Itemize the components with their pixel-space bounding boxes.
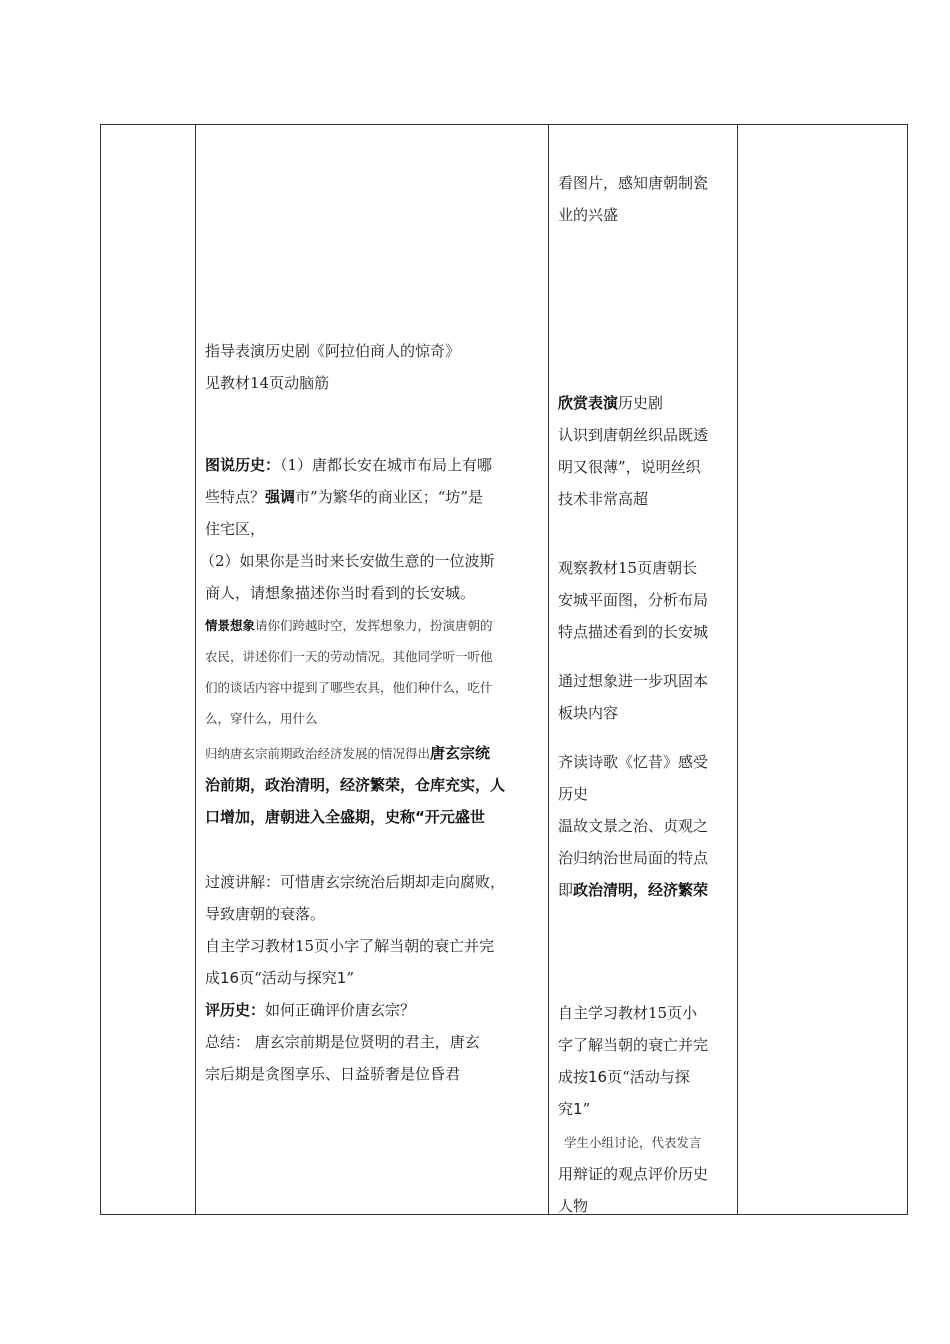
transition-explanation-cont: 导致唐朝的衰落。 (205, 905, 326, 923)
lesson-plan-table (100, 124, 908, 1215)
picture-question-1: 图说历史：（1）唐都长安在城市布局上有哪 (205, 456, 493, 474)
self-study-line: 自主学习教材15页小 (558, 1004, 698, 1022)
transition-explanation: 过渡讲解：可惜唐玄宗统治后期却走向腐败， (205, 873, 506, 891)
drama-label: 欣赏表演 (558, 394, 619, 412)
city-map-observation-end: 特点描述看到的长安城 (558, 623, 709, 641)
picture-history-label: 图说历史： (205, 456, 281, 474)
drama-appreciation: 欣赏表演历史剧 (558, 394, 664, 412)
picture-question-1-cont: 些特点？强调市”为繁华的商业区；“坊”是 (205, 488, 484, 506)
summary-line: 归纳唐玄宗前期政治经济发展的情况得出唐玄宗统 (205, 744, 491, 762)
silk-insight-end: 技术非常高超 (558, 490, 649, 508)
scene-label: 情景想象 (205, 618, 256, 633)
drama-guide: 指导表演历史剧《阿拉伯商人的惊奇》 (205, 342, 461, 360)
imagination-consolidation: 通过想象进一步巩固本 (558, 672, 709, 690)
poem-reading: 齐读诗歌《忆昔》感受 (558, 753, 709, 771)
poem-reading-cont: 历史 (558, 785, 589, 803)
evaluation-question: 评历史：如何正确评价唐玄宗？ (205, 1001, 416, 1019)
picture-question-2-cont: 商人，请想象描述你当时看到的长安城。 (205, 584, 476, 602)
dialectic-evaluation-cont: 人物 (558, 1197, 589, 1215)
summary-line: 治前期，政治清明，经济繁荣，仓库充实，人 (205, 776, 506, 794)
teacher-activity-column (196, 125, 548, 1214)
review-line: 即政治清明，经济繁荣 (558, 881, 709, 899)
self-study-line: 字了解当朝的衰亡并完 (558, 1036, 709, 1054)
self-study-line: 究1” (558, 1100, 591, 1118)
emphasis-label: 强调 (265, 488, 296, 506)
review-line: 温故文景之治、贞观之 (558, 817, 709, 835)
scene-imagination-line: 么，穿什么，用什么 (205, 711, 318, 726)
phase-column (101, 125, 195, 1214)
city-map-observation: 观察教材15页唐朝长 (558, 559, 698, 577)
evaluate-history-label: 评历史： (205, 1001, 266, 1019)
self-study-line: 成按16页“活动与探 (558, 1068, 690, 1086)
design-intent-column (738, 125, 907, 1214)
scene-imagination-line: 农民，讲述你们一天的劳动情况。其他同学听一听他 (205, 649, 493, 664)
picture-question-1-end: 住宅区， (205, 520, 266, 538)
conclusion-cont: 宗后期是贪图享乐、日益骄奢是位昏君 (205, 1065, 461, 1083)
city-map-observation-cont: 安城平面图，分析布局 (558, 591, 709, 609)
self-study-task-cont: 成16页“活动与探究1” (205, 969, 354, 987)
dialectic-evaluation: 用辩证的观点评价历史 (558, 1165, 709, 1183)
conclusion: 总结： 唐玄宗前期是位贤明的君主，唐玄 (205, 1033, 480, 1051)
picture-question-2: （2）如果你是当时来长安做生意的一位波斯 (200, 552, 495, 570)
porcelain-observation: 看图片，感知唐朝制瓷 (558, 174, 709, 192)
silk-insight-cont: 明又很薄”，说明丝织 (558, 458, 701, 476)
scene-imagination: 情景想象请你们跨越时空，发挥想象力，扮演唐朝的 (205, 618, 493, 633)
scene-imagination-line: 们的谈话内容中提到了哪些农具，他们种什么，吃什 (205, 680, 493, 695)
porcelain-observation-cont: 业的兴盛 (558, 206, 619, 224)
student-activity-column (549, 125, 737, 1214)
textbook-reference: 见教材14页动脑筋 (205, 374, 330, 392)
imagination-consolidation-cont: 板块内容 (558, 704, 619, 722)
review-line: 治归纳治世局面的特点 (558, 849, 709, 867)
summary-line: 口增加，唐朝进入全盛期，史称“开元盛世 (205, 808, 485, 826)
group-discussion: 学生小组讨论，代表发言 (564, 1135, 702, 1150)
silk-insight: 认识到唐朝丝织品既透 (558, 426, 709, 444)
self-study-task: 自主学习教材15页小字了解当朝的衰亡并完 (205, 937, 495, 955)
